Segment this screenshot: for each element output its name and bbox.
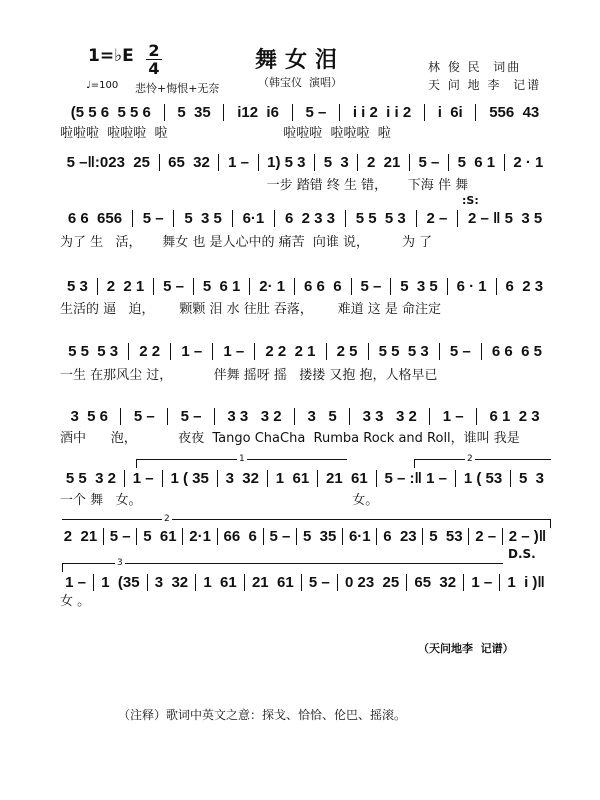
notation-row	[58, 528, 552, 545]
lyrics-line: 一生 在那风尘 过， 伴舞 摇呀 摇 搂搂 又抱 抱，人格早已	[60, 368, 438, 383]
measure: 6 1 2 3	[489, 408, 540, 425]
time-top: 2	[148, 41, 160, 60]
measure: 5 6 1	[449, 154, 505, 171]
measure: 21 61	[318, 470, 377, 487]
mood: 悲怜+悔恨+无奈	[135, 82, 220, 95]
notation-row	[58, 343, 552, 360]
key-signature: 1=♭E	[88, 46, 134, 66]
measure: 2 2 1	[98, 278, 154, 295]
lyrics-line: 为了 生 活， 舞女 也 是人心中的 痛苦 向谁 说， 为 了	[60, 235, 433, 250]
measure: 3 32	[218, 470, 268, 487]
measure: 5 –	[352, 278, 392, 295]
measure: 6 2 3 3	[275, 210, 346, 227]
measure: 5 –	[168, 408, 215, 425]
measure: 66 6	[218, 528, 264, 545]
measure: 5 5 5 3	[346, 210, 417, 227]
measure: 1 –	[213, 343, 255, 360]
measure: 1 ( 53	[456, 470, 511, 487]
measure: 1 –	[58, 574, 94, 591]
measure: 1 –	[430, 408, 477, 425]
measure: 5 –	[302, 574, 338, 591]
measure: 6·1	[233, 210, 275, 227]
measure: 6 6 6	[295, 278, 351, 295]
measure: i12 i6	[224, 104, 292, 121]
measure: 21 61	[245, 574, 302, 591]
measure: 5 3	[315, 154, 358, 171]
footer-note: （注释）歌词中英文之意：探戈、恰恰、伦巴、摇滚。	[118, 708, 407, 722]
measure: 2 – ‖ 5 3 5	[468, 210, 543, 227]
measure: 1 ( 35	[163, 470, 218, 487]
measure: 1 –	[125, 470, 163, 487]
lyrics-line: 一步 踏错 终 生 错， 下海 伴 舞	[60, 178, 469, 193]
measure: 2 21	[58, 528, 104, 545]
measure: 3 5	[295, 408, 350, 425]
measure: 0 23 25	[338, 574, 407, 591]
time-signature	[146, 42, 162, 77]
measure: 5 3	[58, 278, 98, 295]
lyrics-line: 生活的 逼 迫， 颗颗 泪 水 往肚 吞落， 难道 这 是 命注定	[60, 302, 442, 317]
measure: 6 · 1	[448, 278, 497, 295]
measure: 1 i )‖	[507, 574, 545, 591]
measure: 3 3 3 2	[350, 408, 430, 425]
volta-3	[62, 558, 503, 572]
measure: 2·1	[183, 528, 217, 545]
time-bottom: 4	[146, 59, 162, 77]
measure: 5 –	[121, 408, 168, 425]
notation-row	[58, 574, 552, 591]
measure: 3 3 3 2	[215, 408, 295, 425]
notation-row	[58, 470, 552, 487]
measure: 5 5 3 2	[58, 470, 125, 487]
volta-1-label: 1	[239, 454, 245, 464]
measure: 2 21	[358, 154, 410, 171]
notation-row	[58, 278, 552, 295]
measure: 5 61	[137, 528, 183, 545]
measure: 5 3 5	[174, 210, 232, 227]
volta-2-continued	[62, 514, 551, 528]
measure: 5 5 5 3	[369, 343, 440, 360]
measure: i 6i	[425, 104, 477, 121]
measure: 6 2 3	[505, 278, 544, 295]
measure: 2 –	[417, 210, 459, 227]
volta-3-label: 3	[117, 558, 123, 568]
measure: 5 –	[104, 528, 137, 545]
tempo: ♩=100	[86, 80, 119, 91]
measure: 5 35	[297, 528, 343, 545]
song-title: 舞女泪	[255, 48, 346, 73]
measure: 1 61	[268, 470, 318, 487]
lyrics-line: 女 。	[60, 594, 91, 609]
notation-row	[58, 104, 552, 121]
measure: 556 43	[489, 104, 540, 121]
notation-row	[58, 408, 552, 425]
singer: （韩宝仪 演唱）	[258, 76, 342, 89]
measure: 65 32	[407, 574, 464, 591]
measure: 2 – )‖	[508, 528, 547, 545]
transcriber: 天 问 地 李 记谱	[428, 78, 542, 92]
measure: 5 6 1	[194, 278, 250, 295]
lyrics-line: 一个 舞 女。 女。	[60, 493, 379, 508]
lyrics-line: 啦啦啦 啦啦啦 啦 啦啦啦 啦啦啦 啦	[60, 126, 391, 141]
volta-2-label: 2	[467, 454, 473, 464]
measure: (5 5 6 5 5 6	[58, 104, 165, 121]
measure: 5 – :‖ 1 –	[377, 470, 456, 487]
notation-row	[58, 154, 552, 171]
lyrics-line: 酒中 泡， 夜夜 Tango ChaCha Rumba Rock and Roll，谁叫 我是	[60, 431, 520, 446]
measure: 2 –	[469, 528, 502, 545]
measure: 2 2 2 1	[255, 343, 326, 360]
measure: 1) 5 3	[259, 154, 316, 171]
volta-1	[136, 454, 347, 468]
measure: 1 –	[171, 343, 213, 360]
measure: 5 3	[519, 470, 545, 487]
measure: 5 –	[133, 210, 175, 227]
measure: 5 –‖:023 25	[58, 154, 160, 171]
volta-2	[414, 454, 551, 468]
measure: 3 32	[148, 574, 197, 591]
da-segno: D.S.	[508, 547, 536, 561]
measure: 2 5	[327, 343, 369, 360]
measure: 6 23	[377, 528, 423, 545]
measure: 5 –	[293, 104, 340, 121]
measure: 5 –	[154, 278, 194, 295]
measure: 1 –	[219, 154, 258, 171]
measure: 5 53	[423, 528, 469, 545]
measure: 5 –	[440, 343, 482, 360]
measure: 65 32	[160, 154, 220, 171]
segno-sign: :S:	[462, 194, 479, 207]
measure: i i 2 i i 2	[340, 104, 425, 121]
measure: 2 · 1	[513, 154, 544, 171]
footer-credit: （天问地李 记谱）	[418, 642, 514, 655]
volta-2b-label: 2	[164, 514, 170, 524]
measure: 6 6 6 5	[491, 343, 542, 360]
lyricist-composer: 林 俊 民 词曲	[428, 60, 522, 74]
measure: 1 61	[196, 574, 245, 591]
measure: 2 2	[129, 343, 171, 360]
measure: 3 5 6	[58, 408, 121, 425]
measure: 5 3 5	[391, 278, 447, 295]
measure: 6·1	[343, 528, 377, 545]
measure: 5 –	[410, 154, 449, 171]
measure: 5 –	[264, 528, 297, 545]
measure: 1 (35	[94, 574, 148, 591]
notation-row	[58, 210, 552, 227]
measure: 5 35	[165, 104, 225, 121]
measure: 6 6 656	[58, 210, 133, 227]
measure: 1 –	[464, 574, 500, 591]
measure: 5 5 5 3	[58, 343, 129, 360]
measure: 2· 1	[250, 278, 295, 295]
